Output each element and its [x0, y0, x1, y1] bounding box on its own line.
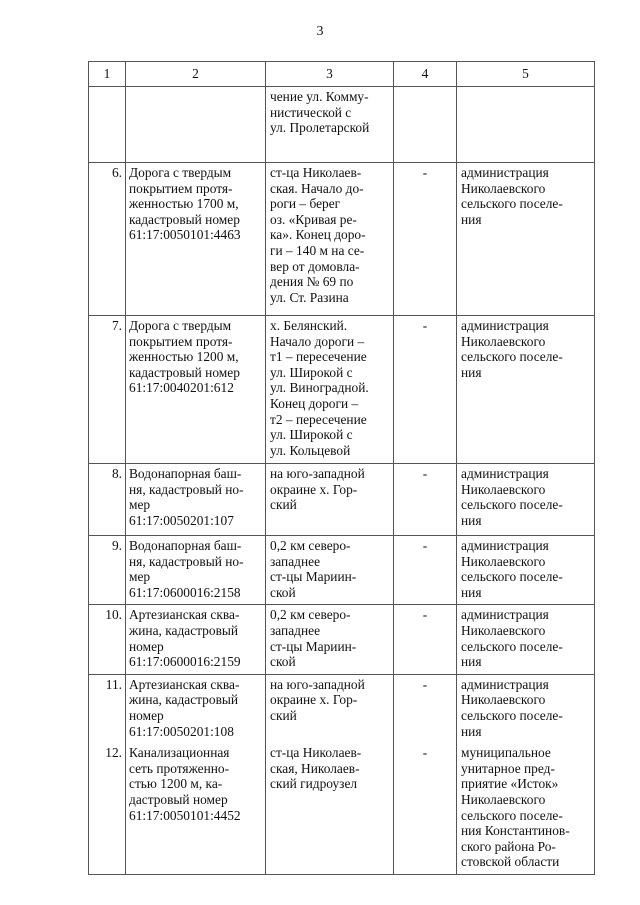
owner-name: администрация Николаевского сельского поселе- ния	[457, 464, 595, 536]
table-row-12	[89, 743, 595, 874]
table-row-11	[89, 674, 595, 743]
column-4-value: -	[394, 163, 457, 316]
row-number: 12.	[89, 743, 126, 874]
object-location: ст-ца Николаев- ская, Николаев- ский гидроузел	[266, 743, 394, 874]
table-row-9	[89, 536, 595, 605]
row-number: 7.	[89, 316, 126, 464]
row-number: 6.	[89, 163, 126, 316]
table-header-row	[89, 62, 595, 87]
row-number: 8.	[89, 464, 126, 536]
column-4-value: -	[394, 536, 457, 605]
column-4-value: -	[394, 464, 457, 536]
row-number: 9.	[89, 536, 126, 605]
table-row-8	[89, 464, 595, 536]
owner-name: администрация Николаевского сельского поселе- ния	[457, 163, 595, 316]
object-location: ст-ца Николаев- ская. Начало до- роги – берег оз. «Кривая ре- ка». Конец доро- ги – 140 м на се- вер от домовла- дения № 69 по ул. Ст. Разина	[266, 163, 394, 316]
object-location: 0,2 км северо- западнее ст-цы Мариин- ской	[266, 536, 394, 605]
table-row-10	[89, 605, 595, 674]
object-location: 0,2 км северо- западнее ст-цы Мариин- ской	[266, 605, 394, 674]
header-col-4: 4	[394, 62, 457, 87]
object-location: чение ул. Комму- нистической с ул. Пролетарской	[266, 87, 394, 163]
column-4-value: -	[394, 674, 457, 743]
owner-name: администрация Николаевского сельского поселе- ния	[457, 674, 595, 743]
object-location: х. Белянский. Начало дороги – т1 – пересечение ул. Широкой с ул. Виноградной. Конец дороги – т2 – пересечение ул. Широкой с ул. Кольцевой	[266, 316, 394, 464]
object-location: на юго-западной окраине х. Гор- ский	[266, 674, 394, 743]
object-name: Артезианская сква- жина, кадастровый номер 61:17:0050201:108	[126, 674, 266, 743]
table-row-6	[89, 163, 595, 316]
object-name: Дорога с твердым покрытием протя- женностью 1700 м, кадастровый номер 61:17:0050101:4463	[126, 163, 266, 316]
owner-name: администрация Николаевского сельского поселе- ния	[457, 536, 595, 605]
column-4-value: -	[394, 316, 457, 464]
header-col-1: 1	[89, 62, 126, 87]
object-name	[126, 87, 266, 163]
object-name: Водонапорная баш- ня, кадастровый но- мер 61:17:0050201:107	[126, 464, 266, 536]
column-4-value	[394, 87, 457, 163]
property-registry-table	[88, 61, 595, 875]
object-name: Артезианская сква- жина, кадастровый номер 61:17:0600016:2159	[126, 605, 266, 674]
column-4-value: -	[394, 605, 457, 674]
row-number	[89, 87, 126, 163]
owner-name: администрация Николаевского сельского поселе- ния	[457, 316, 595, 464]
owner-name: администрация Николаевского сельского поселе- ния	[457, 605, 595, 674]
header-col-2: 2	[126, 62, 266, 87]
owner-name: муниципальное унитарное пред- приятие «Исток» Николаевского сельского поселе- ния Константинов- ского района Ро- стовской области	[457, 743, 595, 874]
table-row-continuation	[89, 87, 595, 163]
object-location: на юго-западной окраине х. Гор- ский	[266, 464, 394, 536]
table-row-7	[89, 316, 595, 464]
row-number: 11.	[89, 674, 126, 743]
header-col-5: 5	[457, 62, 595, 87]
object-name: Канализационная сеть протяженно- стью 1200 м, ка- дастровый номер 61:17:0050101:4452	[126, 743, 266, 874]
owner-name	[457, 87, 595, 163]
header-col-3: 3	[266, 62, 394, 87]
object-name: Дорога с твердым покрытием протя- женностью 1200 м, кадастровый номер 61:17:0040201:612	[126, 316, 266, 464]
object-name: Водонапорная баш- ня, кадастровый но- мер 61:17:0600016:2158	[126, 536, 266, 605]
row-number: 10.	[89, 605, 126, 674]
page-number: 3	[316, 24, 324, 39]
column-4-value: -	[394, 743, 457, 874]
